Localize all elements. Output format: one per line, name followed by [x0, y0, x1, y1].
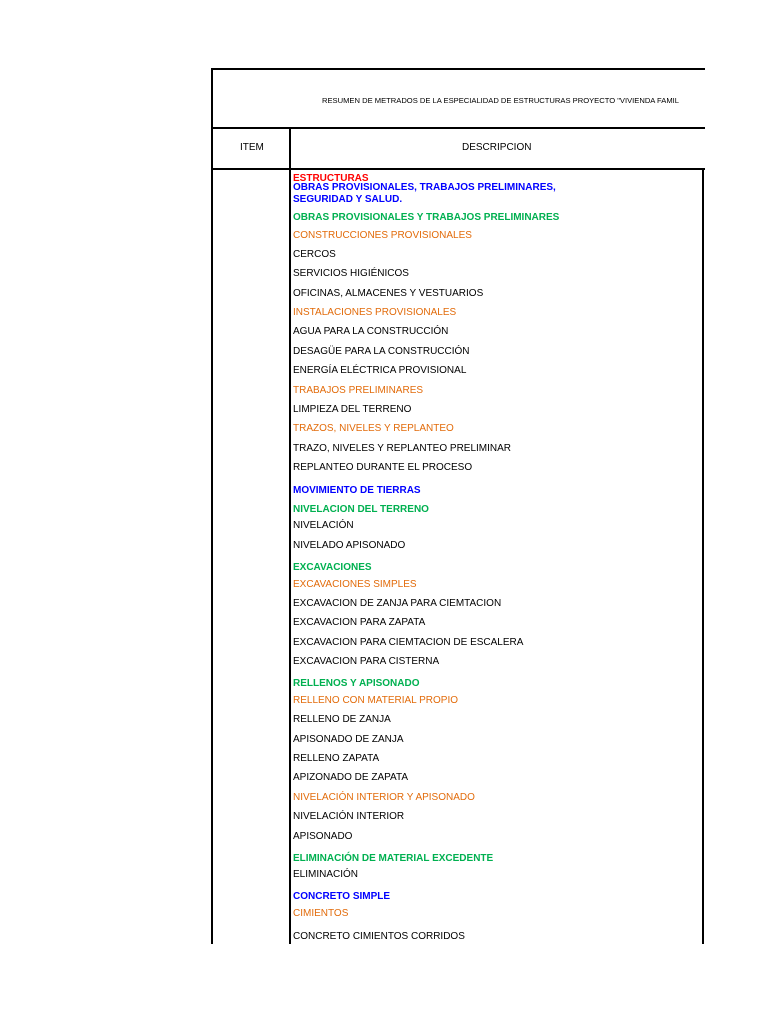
- section-heading: RELLENOS Y APISONADO: [293, 678, 420, 689]
- header-bottom-border: [211, 168, 705, 170]
- section-heading: NIVELACION DEL TERRENO: [293, 504, 429, 515]
- line-item: EXCAVACION PARA CISTERNA: [293, 656, 440, 667]
- line-item: LIMPIEZA DEL TERRENO: [293, 404, 412, 415]
- descripcion-right-border: [702, 168, 704, 944]
- line-item: CERCOS: [293, 249, 336, 260]
- line-item: NIVELACIÓN INTERIOR: [293, 811, 405, 822]
- descripcion-column-header: DESCRIPCION: [462, 142, 532, 153]
- line-item: NIVELACIÓN INTERIOR Y APISONADO: [293, 792, 475, 803]
- line-item: NIVELADO APISONADO: [293, 540, 406, 551]
- line-item: ENERGÍA ELÉCTRICA PROVISIONAL: [293, 365, 467, 376]
- item-column-divider: [289, 127, 291, 944]
- line-item: NIVELACIÓN: [293, 520, 354, 531]
- line-item: EXCAVACION PARA ZAPATA: [293, 617, 426, 628]
- line-item: OFICINAS, ALMACENES Y VESTUARIOS: [293, 288, 484, 299]
- section-heading: OBRAS PROVISIONALES Y TRABAJOS PRELIMINARES: [293, 212, 560, 223]
- section-heading: CONCRETO SIMPLE: [293, 891, 391, 902]
- line-item: APISONADO DE ZANJA: [293, 734, 404, 745]
- line-item: CONSTRUCCIONES PROVISIONALES: [293, 230, 472, 241]
- line-item: EXCAVACIONES SIMPLES: [293, 579, 417, 590]
- line-item: TRAZOS, NIVELES Y REPLANTEO: [293, 423, 454, 434]
- line-item: RELLENO DE ZANJA: [293, 714, 391, 725]
- line-item: REPLANTEO DURANTE EL PROCESO: [293, 462, 473, 473]
- document-title: RESUMEN DE METRADOS DE LA ESPECIALIDAD DE ESTRUCTURAS PROYECTO "VIVIENDA FAMIL: [322, 96, 680, 105]
- line-item: CIMIENTOS: [293, 908, 349, 919]
- line-item: ELIMINACIÓN: [293, 869, 359, 880]
- line-item: TRAZO, NIVELES Y REPLANTEO PRELIMINAR: [293, 443, 512, 454]
- title-bottom-border: [211, 127, 705, 129]
- line-item: EXCAVACION PARA CIEMTACION DE ESCALERA: [293, 637, 524, 648]
- section-heading: ESTRUCTURAS: [293, 173, 369, 184]
- line-item: APISONADO: [293, 831, 353, 842]
- item-column-header: ITEM: [240, 142, 264, 153]
- section-heading: OBRAS PROVISIONALES, TRABAJOS PRELIMINARES,: [293, 182, 556, 193]
- line-item: TRABAJOS PRELIMINARES: [293, 385, 424, 396]
- section-heading: SEGURIDAD Y SALUD.: [293, 194, 403, 205]
- line-item: AGUA PARA LA CONSTRUCCIÓN: [293, 326, 449, 337]
- line-item: DESAGÜE PARA LA CONSTRUCCIÓN: [293, 346, 470, 357]
- line-item: CONCRETO CIMIENTOS CORRIDOS: [293, 931, 465, 942]
- section-heading: ELIMINACIÓN DE MATERIAL EXCEDENTE: [293, 853, 494, 864]
- line-item: SERVICIOS HIGIÉNICOS: [293, 268, 409, 279]
- table-top-border: [211, 68, 705, 70]
- line-item: EXCAVACION DE ZANJA PARA CIEMTACION: [293, 598, 502, 609]
- line-item: APIZONADO DE ZAPATA: [293, 772, 409, 783]
- line-item: INSTALACIONES PROVISIONALES: [293, 307, 457, 318]
- section-heading: MOVIMIENTO DE TIERRAS: [293, 485, 421, 496]
- line-item: RELLENO ZAPATA: [293, 753, 380, 764]
- table-left-border: [211, 68, 213, 944]
- section-heading: EXCAVACIONES: [293, 562, 372, 573]
- line-item: RELLENO CON MATERIAL PROPIO: [293, 695, 459, 706]
